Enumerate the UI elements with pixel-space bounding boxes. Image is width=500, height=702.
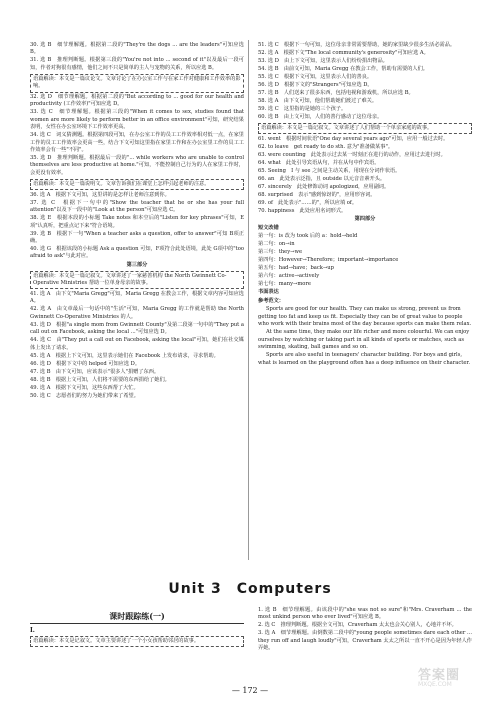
answer-item: 69. of 此处表示"……的"，所以应填 of。: [258, 199, 358, 206]
answer-item: 62. to leave get ready to do sth. 意为"准备做某事"。: [258, 143, 394, 150]
model-essay: [258, 306, 472, 367]
section-heading: 第三部分: [126, 261, 148, 268]
watermark-name: 答案圈: [418, 668, 461, 683]
answer-item: 54. 选 B 由前文可知，Maria Gregg 在教会工作，帮助有需要的人们。: [258, 66, 428, 72]
answer-item: 44. 选 C 由"They put a call out on Facebook, asking the local"可知，她们在社交媒体上发出了请求。: [30, 337, 244, 351]
answer-item: 45. 选 A 根据上下文可知，这里表示她们在 Facebook 上发布请求，寻求帮助。: [30, 352, 219, 359]
correction-item: 第五句：had→have；back→up: [258, 265, 334, 272]
correction-heading: 短文改错: [258, 224, 279, 231]
answer-item: 39. 选 B 根据下一句"When a teacher asks a question, offer to answer"可知 B项正确。: [30, 230, 244, 244]
answer-item: 41. 选 A 由下文"Maria Gregg"可知，Maria Gregg 在教会工作，根据文章内容可知应选 A。: [30, 290, 244, 305]
answer-item: 55. 选 C 根据下文可知，这里表示人们的善良。: [258, 74, 373, 80]
lesson-right-block: [258, 607, 472, 653]
right-column: [258, 42, 472, 368]
column-divider: [248, 40, 249, 560]
reading-summary-box: 语篇解读：本文是一篇说明文。文章告诉我们在课堂上怎样引起老师的注意。: [30, 179, 244, 190]
reading-summary-box: 语篇解读：本文是一篇议论文。文章讨论了在办公室工作与在家工作对健康和工作效率的影响。: [30, 74, 244, 93]
answer-item: 35. 选 D 推理判断题。根据最后一段的"... while workers who are unable to control themselves are less productive at home."可知，不能控制自己行为的人在家里工作时，会更没有效率。: [30, 155, 244, 176]
unit-title: Unit 3 Computers: [168, 581, 332, 597]
correction-item: 第三句：they→we: [258, 249, 303, 256]
answer-item: 53. 选 D 由上下文可知，这里表示人们纷纷捐出物品。: [258, 58, 388, 64]
answer-item: 63. were counting 此处表示过去某一时刻正在进行的动作，应用过去进行时。: [258, 151, 446, 158]
watermark-logo: [418, 664, 492, 696]
correction-item: 第二句：on→in: [258, 241, 295, 248]
answer-item: 68. surprised 表示"感到惊讶的"，应用形容词。: [258, 191, 376, 198]
answer-item: 31. 选 B 推理判断题。根据第三段的"You're not into ... second of it"以及最后一段可知，作者对狗很有感情，他们之间不只是简单的主人与宠物的关系，所以应选 B。: [30, 57, 244, 71]
reading-summary-box: 语篇解读：本文是一篇记叙文。文章讲述了一家慈善机构 the North Gwinnett Co-Operative Ministries 帮助一位单身母亲的故事。: [30, 271, 244, 290]
answer-item: 49. 选 A 根据下文可知，这些东西帮了大忙。: [30, 384, 139, 391]
essay-paragraph: Sports are good for our health. They can make us strong, prevent us from getting too fat and keep us fit. Especially they can be of great value to people who work with their brains most of the day because sports can make them relax.: [258, 306, 472, 328]
answer-item: 65. Seeing I 与 see 之间是主动关系，用现在分词作状语。: [258, 167, 401, 174]
page-number: — 172 —: [231, 686, 269, 695]
watermark-url: MXQE.COM: [418, 681, 452, 688]
answer-item: 3. 选 A 细节理解题。由倒数第二段中的"young people sometimes dare each other ... they run off and laugh loudly"可知，Craverham 太太之所以一直不开心是因为年轻人作弄她。: [258, 630, 472, 652]
answer-item: 67. sincerely 此处修饰动词 apologized，应用副词。: [258, 183, 390, 190]
answer-item: 40. 选 G 根据该段的小标题 Ask a question 可知，F项符合此处语境，此处 G项中的"too afraid to ask"与此对应。: [30, 245, 244, 260]
answer-item: 33. 选 C 细节理解题。根据第三段的"When it comes to sex, studies found that women are more likely to perform better in an office environment"可知，研究结果表明，女性在办公室环境下工作效率更高。: [30, 109, 244, 131]
writing-subheading: 参考范文：: [258, 297, 284, 304]
essay-paragraph: At the same time, they make our life richer and more colourful. We can enjoy ourselves by watching or taking part in all kinds of sports or matches, such as swimming, skating, ball games and so on.: [258, 329, 470, 351]
reading-summary-box: 语篇解读：本文是一篇记叙文。文章讲述了人们帮助一个单亲家庭的故事。: [258, 123, 472, 134]
reading-summary-box: 语篇解读：本文是记叙文。文章主要讲述了一个小女孩帮助邻居的故事。: [30, 636, 244, 647]
lesson-section-number: Ⅰ.: [30, 627, 35, 634]
answer-item: 1. 选 B 细节理解题。由该段中的"she was not so sure"和"Mrs. Craverham ... the most unkind person who ever lived"可知应选 B。: [258, 607, 472, 621]
answer-item: 52. 选 A 根据下文"The local community's generosity"可知应选 A。: [258, 50, 429, 56]
left-items-a: [30, 42, 244, 72]
essay-paragraph: Sports are also useful in teenagers' character building. For boys and girls, what is learned on the playground often has a deep influence on their character.: [258, 352, 470, 366]
answer-item: 2. 选 C 推理判断题。根据全文可知，Craverham 太太也会关心别人，心地并不坏。: [258, 622, 457, 629]
answer-item: 46. 选 D 根据下文中的 helped 可知应选 D。: [30, 360, 141, 367]
answer-item: 64. what 此处引导宾语从句，并在从句中作宾语。: [258, 159, 380, 166]
correction-item: 第四句：However→Therefore；important→importance: [258, 257, 399, 264]
correction-item: 第一句：is 改为 took 后的 a：hold→held: [258, 233, 358, 240]
answer-item: 36. 选 A 根据下文可知，这里讲的是怎样让老师注意到你。: [30, 191, 170, 198]
correction-item: 第七句：many→more: [258, 281, 311, 288]
answer-item: 66. an 此处表示泛指，且 outside 以元音音素开头。: [258, 175, 386, 182]
answer-item: 58. 选 A 由下文可知，他们帮助她们渡过了难关。: [258, 98, 378, 104]
lesson-title: 课时跟踪练(一): [109, 611, 165, 621]
lesson-title-rule: [30, 623, 244, 624]
answer-item: 30. 选 B 细节理解题。根据第二段的"They're the dogs ... are the leaders"可知应选 B。: [30, 42, 244, 56]
answer-item: 38. 选 E 根据本段的小标题 Take notes 和本空后的"Listen for key phrases"可知，E项"认真听，把重点记下来"符合语境。: [30, 215, 244, 229]
correction-item: 第六句：active→actively: [258, 273, 320, 280]
answer-item: 47. 选 B 由下文可知，应该表示"很多人"捐赠了东西。: [30, 368, 160, 375]
answer-item: 61. went 根据时间状语"One day several years ago"可知，应用一般过去时。: [258, 135, 449, 142]
answer-item: 50. 选 C 志愿者们的努力为她们带来了希望。: [30, 392, 139, 399]
answer-item: 48. 选 B 根据上文可知，人们将不需要的东西捐给了她们。: [30, 376, 170, 383]
lesson-left-block: [30, 634, 244, 648]
left-column: [30, 42, 244, 401]
section-heading: 第四部分: [354, 216, 376, 223]
answer-item: 56. 选 D 根据下文的"Strangers"可知应选 D。: [258, 82, 373, 88]
answer-item: 51. 选 C 根据下一句可知，这位母亲非常需要帮助，她的家里缺少很多生活必需品。: [258, 42, 456, 48]
answer-item: 57. 选 B 人们送来了很多东西，包括电视和游戏机，所以应选 B。: [258, 90, 414, 96]
answer-item: 42. 选 A 由文章最后一句话中的"生活"可知，Maria Gregg 的工作就是帮助 the North Gwinnett Co-Operative Ministries 的人。: [30, 306, 244, 320]
answer-item: 60. 选 B 由上文可知，人们的善行感动了这位母亲。: [258, 114, 383, 120]
answer-item: 37. 选 C 根据下一句中的"Show the teacher that he or she has your full attention"以及下一段中的"Look at the person"可知应选 C。: [30, 199, 244, 214]
answer-item: 70. happiness 此处应用名词形式。: [258, 207, 347, 214]
answer-item: 32. 选 D 细节理解题。根据第二段的"But according to ... good for our health and productivity (工作效率)"可知应选 D。: [30, 94, 244, 108]
writing-heading: 书面表达: [258, 289, 279, 296]
answer-item: 59. 选 C 这里指的是她的三个孩子。: [258, 106, 347, 112]
answer-item: 34. 选 C 词义猜测题。根据第四段可知，在办公室工作的员工工作效率相对低一点，在家里工作的员工工作效率会更高一些，结合下文可知这里指在家里工作和在办公室里工作的员工工作效率会有一些"不同"。: [30, 132, 244, 154]
answer-item: 43. 选 D 根据"a single mom from Gwinnett County"及第二段第一句中的"They put a call out on Facebook, asking the local ..."可知应选 D。: [30, 321, 244, 336]
